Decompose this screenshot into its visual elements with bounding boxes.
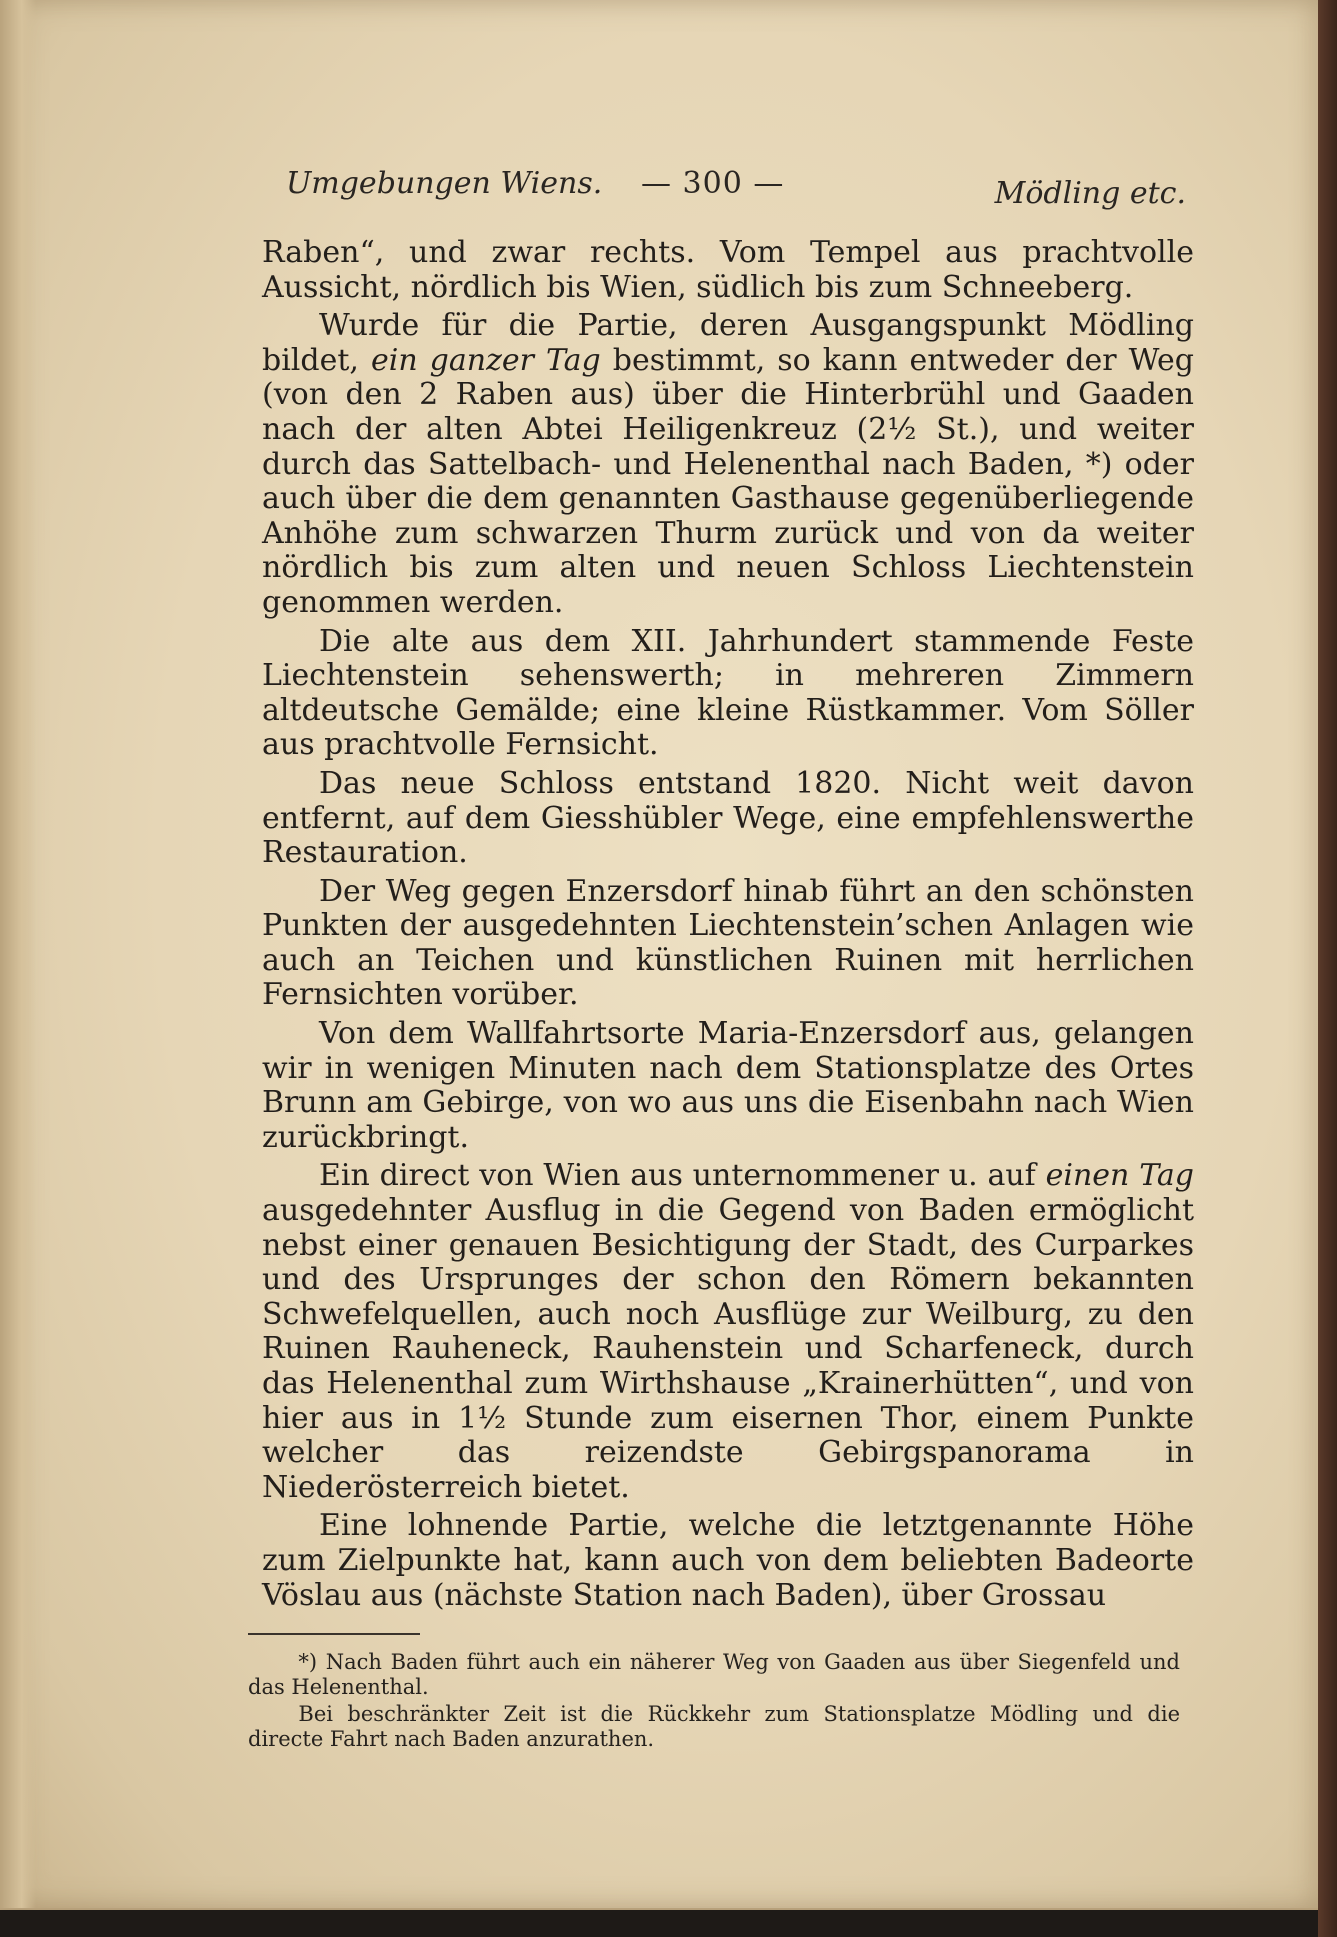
text-run: ausgedehnter Ausflug in die Gegend von Baden ermöglicht nebst einer genauen Besichtigung der Stadt, des Curparkes und des Ursprunges der schon den Römern bekannten Schwefelquellen, auch noch Ausflüge zur Weilburg, zu den Ruinen Rauheneck, Rauhenstein und Scharfeneck, durch das Helenenthal zum Wirthshause „Krainerhütten“, und von hier aus in 1½ Stunde zum eisernen Thor, einem Punkte welcher das reizendste Gebirgspanorama in Niederösterreich bietet. [262,1193,1194,1505]
paragraph [262,767,1194,871]
text-run: Der Weg gegen Enzersdorf hinab führt an den schönsten Punkten der ausgedehnten Liechtenstein’schen Anlagen wie auch an Teichen und künstlichen Ruinen mit herrlichen Fernsichten vorüber. [262,873,1194,1013]
running-header [286,166,1186,216]
book-cover-edge [1318,0,1337,1937]
text-run: Die alte aus dem XII. Jahrhundert stammende Feste Liechtenstein sehenswerth; in mehreren Zimmern altdeutsche Gemälde; eine kleine Rüstkammer. Vom Söller aus prachtvolle Fernsicht. [262,623,1194,763]
footnotes [248,1650,1180,1754]
footnote-separator [248,1633,420,1635]
italic-phrase: ein ganzer Tag [370,342,601,378]
text-run: Von dem Wallfahrtsorte Maria-Enzersdorf aus, gelangen wir in wenigen Minuten nach dem Stationsplatze des Ortes Brunn am Gebirge, von wo aus uns die Eisenbahn nach Wien zurückbringt. [262,1016,1194,1155]
main-text [262,236,1194,1617]
paragraph [262,236,1194,305]
text-run: Ein direct von Wien aus unternommener u. auf [319,1158,1046,1194]
page-number: — 300 — [641,166,785,201]
footnote: Bei beschränkter Zeit ist die Rückkehr zum Stationsplatze Mödling und die directe Fahrt nach Baden anzurathen. [248,1702,1180,1751]
paragraph [262,1159,1194,1505]
header-place-title: Mödling etc. [994,176,1186,211]
text-run: Eine lohnende Partie, welche die letztgenannte Höhe zum Zielpunkte hat, kann auch von dem beliebten Badeorte Vöslau aus (nächste Station nach Baden), über Grossau [262,1508,1194,1613]
italic-phrase: einen Tag [1045,1158,1194,1194]
text-run: Wurde für die Partie, deren Ausgangspunkt Mödling bildet, [262,308,1194,378]
paragraph [262,1509,1194,1613]
text-run: Das neue Schloss entstand 1820. Nicht weit davon entfernt, auf dem Giesshübler Wege, eine empfehlenswerthe Restauration. [262,765,1194,871]
paragraph [262,875,1194,1013]
page-spine-shadow [0,0,36,1908]
paragraph [262,625,1194,763]
footnote: *) Nach Baden führt auch ein näherer Weg von Gaaden aus über Siegenfeld und das Helenenthal. [248,1650,1180,1699]
paragraph [262,1017,1194,1155]
header-section-title: Umgebungen Wiens. [286,166,603,201]
text-run: bestimmt, so kann entweder der Weg (von den 2 Raben aus) über die Hinterbrühl und Gaaden nach der alten Abtei Heiligenkreuz (2½ St.), und weiter durch das Sattelbach- und Helenenthal nach Baden, *) oder auch über die dem genannten Gasthause gegenüberliegende Anhöhe zum schwarzen Thurm zurück und von da weiter nördlich bis zum alten und neuen Schloss Liechtenstein genommen werden. [262,342,1194,620]
text-run: Raben“, und zwar rechts. Vom Tempel aus prachtvolle Aussicht, nördlich bis Wien, südlich bis zum Schneeberg. [262,235,1194,305]
paragraph [262,309,1194,620]
